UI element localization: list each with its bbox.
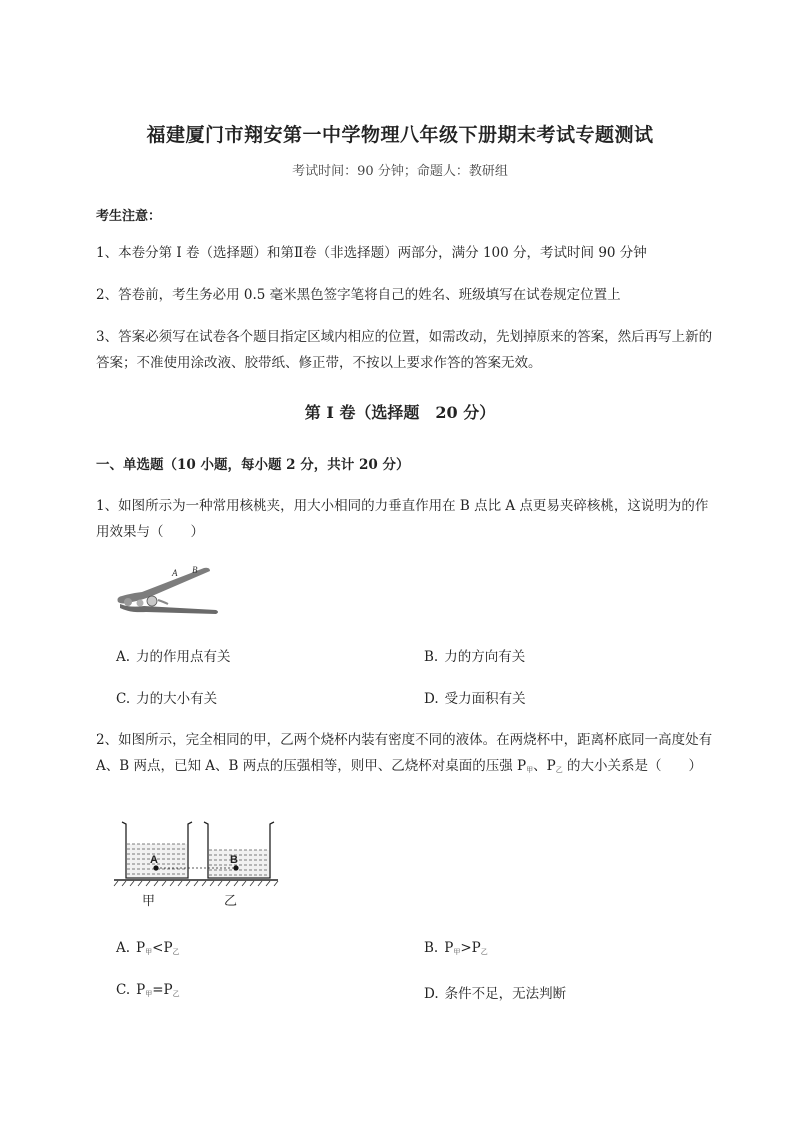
notice-item-3: 3、答案必须写在试卷各个题目指定区域内相应的位置，如需改动，先划掉原来的答案，然后再写上新的答案；不准使用涂改液、胶带纸、修正带，不按以上要求作答的答案无效。 <box>96 329 713 371</box>
option-text: 力的大小有关 <box>136 691 218 707</box>
q1-option-c[interactable] <box>116 687 217 707</box>
point-b-dot <box>233 865 238 870</box>
question-1-text: 1、如图所示为一种常用核桃夹，用大小相同的力垂直作用在 B 点比 A 点更易夹碎核桃，这说明为的作用效果与（ ） <box>96 498 709 540</box>
option-sub-2: 乙 <box>172 990 180 998</box>
subscript-jia: 甲 <box>526 766 534 774</box>
beakers-figure <box>112 812 282 916</box>
part-heading: 一、单选题（10 小题，每小题 2 分，共计 20 分） <box>96 457 410 473</box>
option-letter: D. <box>424 691 439 707</box>
option-letter: B. <box>424 649 439 665</box>
option-letter: B. <box>424 940 439 956</box>
option-operator: =P <box>152 982 173 998</box>
option-letter: D. <box>424 986 439 1002</box>
beaker-jia-label: 甲 <box>142 894 156 909</box>
document-title: 福建厦门市翔安第一中学物理八年级下册期末考试专题测试 <box>146 124 654 146</box>
beaker-point-b-label: B <box>230 854 238 866</box>
notice-item-1: 1、本卷分第 I 卷（选择题）和第Ⅱ卷（非选择题）两部分，满分 100 分，考试时间 90 分钟 <box>96 245 647 261</box>
question-2-separator: 、P <box>533 758 556 774</box>
option-operator: <P <box>152 940 173 956</box>
option-sub-1: 甲 <box>145 948 153 956</box>
option-sub-1: 甲 <box>453 948 461 956</box>
q2-option-c[interactable] <box>116 982 180 999</box>
option-text: 力的作用点有关 <box>136 649 231 665</box>
question-2-text <box>96 727 716 783</box>
option-sub-2: 乙 <box>480 948 488 956</box>
point-a-label: A <box>172 568 178 578</box>
question-2-text-part: 2、如图所示，完全相同的甲，乙两个烧杯内装有密度不同的液体。在两烧杯中，距离杯底同一高度处有 A、B 两点，已知 A、B 两点的压强相等，则甲、乙烧杯对桌面的压强 P <box>96 732 713 774</box>
table-hatching <box>114 881 278 886</box>
q1-option-d[interactable] <box>424 687 526 707</box>
question-2-text-end: 的大小关系是（ ） <box>562 758 702 774</box>
option-p: P <box>136 940 146 956</box>
beakers-illustration <box>112 812 282 912</box>
point-a-dot <box>153 865 158 870</box>
q2-option-d[interactable] <box>424 982 566 1002</box>
beaker-yi-label: 乙 <box>224 894 238 909</box>
option-text: 力的方向有关 <box>444 649 526 665</box>
notice-heading: 考生注意： <box>96 209 162 224</box>
option-p: P <box>136 982 146 998</box>
q2-option-a[interactable] <box>116 940 180 957</box>
option-letter: C. <box>116 982 131 998</box>
option-p: P <box>444 940 454 956</box>
option-sub-2: 乙 <box>172 948 180 956</box>
option-text: 受力面积有关 <box>444 691 526 707</box>
option-text: 条件不足，无法判断 <box>444 986 567 1002</box>
option-letter: A. <box>116 940 131 956</box>
q1-option-b[interactable] <box>424 645 525 665</box>
nutcracker-figure <box>112 562 222 618</box>
nutcracker-illustration <box>112 562 222 614</box>
option-operator: >P <box>460 940 481 956</box>
q2-option-b[interactable] <box>424 940 488 957</box>
subscript-yi: 乙 <box>555 766 563 774</box>
option-sub-1: 甲 <box>145 990 153 998</box>
liquid-yi <box>209 850 269 877</box>
document-subtitle: 考试时间：90 分钟；命题人：教研组 <box>292 164 508 179</box>
q1-option-a[interactable] <box>116 645 231 665</box>
beaker-point-a-label: A <box>150 854 158 866</box>
notice-item-2: 2、答卷前，考生务必用 0.5 毫米黑色签字笔将自己的姓名、班级填写在试卷规定位置上 <box>96 287 621 303</box>
option-letter: A. <box>116 649 131 665</box>
point-b-label: B <box>192 565 198 575</box>
section-title: 第 I 卷（选择题 20 分） <box>304 403 496 422</box>
option-letter: C. <box>116 691 131 707</box>
